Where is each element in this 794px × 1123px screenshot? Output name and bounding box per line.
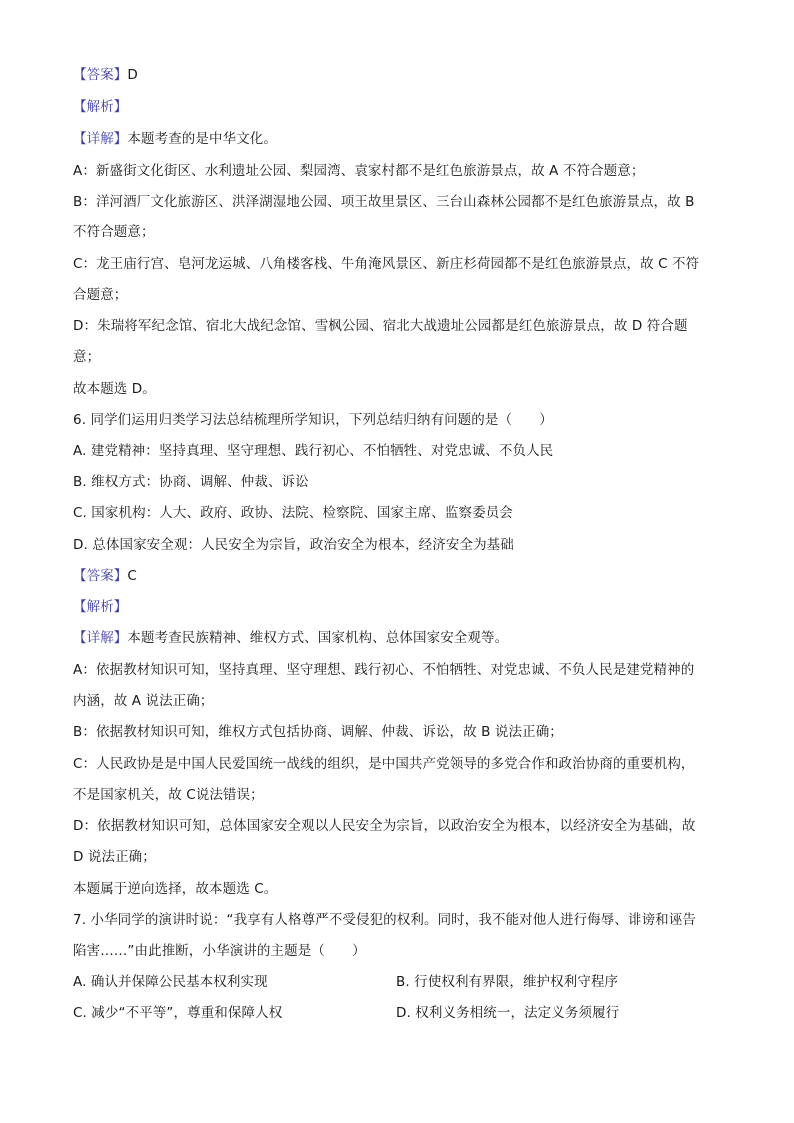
q6-answer-line — [73, 567, 721, 585]
analysis-tag: 【解析】 — [73, 99, 128, 115]
q5-explain-b-1: B：洋河酒厂文化旅游区、洪泽湖湿地公园、项王故里景区、三台山森林公园都不是红色旅游景点，故 B — [73, 194, 695, 210]
q6-stem: 6. 同学们运用归类学习法总结梳理所学知识，下列总结归纳有问题的是（ ） — [73, 412, 553, 428]
answer-tag: 【答案】 — [73, 568, 128, 584]
q5-explain-d-1: D：朱瑞将军纪念馆、宿北大战纪念馆、雪枫公园、宿北大战遗址公园都是红色旅游景点，故 D 符合题 — [73, 318, 688, 334]
answer-value: D — [127, 67, 138, 83]
q6-option-d: D. 总体国家安全观：人民安全为宗旨，政治安全为根本，经济安全为基础 — [73, 537, 514, 553]
q6-detail-line — [73, 629, 721, 647]
q5-explain-d-2: 意； — [73, 349, 101, 365]
detail-intro: 本题考查的是中华文化。 — [127, 131, 278, 147]
q5-detail-line — [73, 130, 721, 148]
q6-explain-c-2: 不是国家机关，故 C说法错误； — [73, 787, 264, 803]
q5-explain-a: A：新盛街文化街区、水利遗址公园、梨园湾、袁家村都不是红色旅游景点，故 A 不符合题意； — [73, 163, 645, 179]
q6-explain-b: B：依据教材知识可知，维权方式包括协商、调解、仲裁、诉讼，故 B 说法正确； — [73, 724, 563, 740]
q5-answer-line — [73, 66, 721, 84]
detail-intro: 本题考查民族精神、维权方式、国家机构、总体国家安全观等。 — [127, 630, 509, 646]
answer-tag: 【答案】 — [73, 67, 128, 83]
detail-tag: 【详解】 — [73, 630, 128, 646]
q6-conclusion: 本题属于逆向选择，故本题选 C。 — [73, 881, 278, 897]
q7-stem-2: 陷害……”由此推断，小华演讲的主题是（ ） — [73, 943, 366, 959]
q7-options-row-1 — [73, 973, 721, 991]
q7-option-d: D. 权利义务相统一，法定义务须履行 — [396, 1005, 620, 1021]
q7-option-b: B. 行使权利有界限，维护权利守程序 — [396, 974, 619, 990]
q6-explain-c-1: C：人民政协是是中国人民爱国统一战线的组织，是中国共产党领导的多党合作和政治协商的重要机构， — [73, 756, 695, 772]
q7-options-row-2 — [73, 1004, 721, 1022]
analysis-tag: 【解析】 — [73, 599, 128, 615]
q6-explain-a-2: 内涵，故 A 说法正确； — [73, 693, 214, 709]
q5-explain-c-2: 合题意； — [73, 287, 128, 303]
q7-option-a: A. 确认并保障公民基本权利实现 — [73, 974, 268, 990]
q6-option-c: C. 国家机构：人大、政府、政协、法院、检察院、国家主席、监察委员会 — [73, 505, 513, 521]
q6-option-a: A. 建党精神：坚持真理、坚守理想、践行初心、不怕牺牲、对党忠诚、不负人民 — [73, 443, 554, 459]
q6-explain-d-2: D 说法正确； — [73, 849, 156, 865]
q6-explain-a-1: A：依据教材知识可知，坚持真理、坚守理想、践行初心、不怕牺牲、对党忠诚、不负人民是建党精神的 — [73, 662, 695, 678]
q7-stem-1: 7. 小华同学的演讲时说：“我享有人格尊严不受侵犯的权利。同时，我不能对他人进行侮辱、诽谤和诬告 — [73, 912, 696, 928]
detail-tag: 【详解】 — [73, 131, 128, 147]
q6-explain-d-1: D：依据教材知识可知，总体国家安全观以人民安全为宗旨，以政治安全为根本，以经济安全为基础，故 — [73, 818, 696, 834]
answer-value: C — [127, 568, 137, 584]
q5-explain-b-2: 不符合题意； — [73, 224, 155, 240]
q7-option-c: C. 减少“不平等”，尊重和保障人权 — [73, 1005, 283, 1021]
q5-explain-c-1: C：龙王庙行宫、皂河龙运城、八角楼客栈、牛角淹风景区、新庄杉荷园都不是红色旅游景点，故 C 不符 — [73, 256, 700, 272]
q6-option-b: B. 维权方式：协商、调解、仲裁、诉讼 — [73, 474, 309, 490]
q5-conclusion: 故本题选 D。 — [73, 381, 156, 397]
